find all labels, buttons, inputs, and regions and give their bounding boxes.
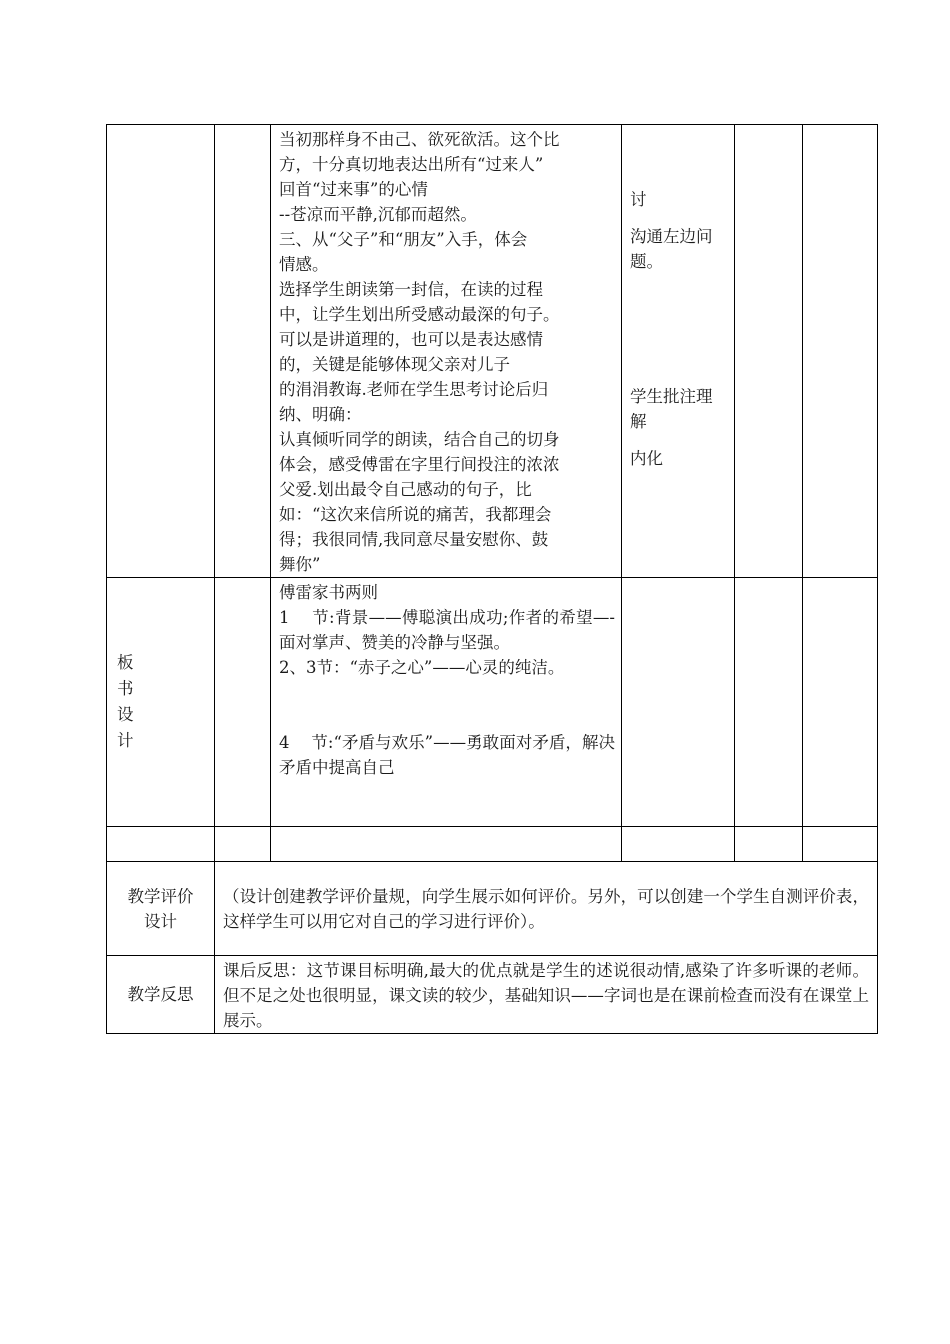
process-line: 父爱.划出最令自己感动的句子，比 [279,480,532,499]
empty-cell [622,578,735,827]
process-line: 三、从“父子”和“朋友”入手，体会 [279,230,528,249]
process-line: 的，关键是能够体现父亲对儿子 [279,355,510,374]
board-design-row [107,578,878,827]
empty-cell [735,125,803,578]
student-activity-cell [622,125,735,578]
board-item: 4 节:“矛盾与欢乐”——勇敢面对矛盾，解决矛盾中提高自己 [279,733,615,777]
teaching-process-cell [271,125,622,578]
process-line: 纳、明确： [279,405,362,424]
activity-text: 内化 [630,449,663,468]
process-line: 回首“过来事”的心情 [279,180,428,199]
process-line: 舞你” [279,555,321,574]
process-line: 选择学生朗读第一封信，在读的过程 [279,280,543,299]
evaluation-row [107,862,878,956]
process-line: 当初那样身不由己、欲死欲活。这个比 [279,130,560,149]
empty-cell [735,827,803,862]
empty-cell [803,827,878,862]
empty-row [107,827,878,862]
empty-cell [622,827,735,862]
empty-step-cell [215,125,271,578]
board-title: 傅雷家书两则 [279,583,378,602]
process-line: 可以是讲道理的，也可以是表达感情 [279,330,543,349]
board-design-content [271,578,622,827]
activity-text: 学生批注理解 [630,387,713,431]
board-item: 2、3节：“赤子之心”——心灵的纯洁。 [279,658,565,677]
empty-cell [803,125,878,578]
process-line: 中，让学生划出所受感动最深的句子。 [279,305,560,324]
empty-cell [271,827,622,862]
process-line: 体会，感受傅雷在字里行间投注的浓浓 [279,455,560,474]
empty-cell [803,578,878,827]
process-line: 认真倾听同学的朗读，结合自己的切身 [279,430,560,449]
process-line: 如：“这次来信所说的痛苦，我都理会 [279,505,552,524]
board-item: 1 节:背景——傅聪演出成功;作者的希望—-面对掌声、赞美的冷静与坚强。 [279,608,615,652]
board-design-label: 板 书 设 计 [107,578,215,827]
reflection-label: 教学反思 [107,956,215,1034]
process-line: 情感。 [279,255,329,274]
process-row [107,125,878,578]
reflection-content: 课后反思：这节课目标明确,最大的优点就是学生的述说很动情,感染了许多听课的老师。但不足之处也很明显，课文读的较少，基础知识——字词也是在课前检查而没有在课堂上展示。 [215,956,878,1034]
activity-text: 讨 [630,190,647,209]
empty-cell [107,827,215,862]
empty-cell [215,827,271,862]
reflection-row [107,956,878,1034]
activity-text: 沟通左边问题。 [630,227,713,271]
process-line: 的涓涓教诲.老师在学生思考讨论后归 [279,380,549,399]
lesson-plan-table [106,124,878,1034]
process-line: --苍凉而平静,沉郁而超然。 [279,205,477,224]
process-line: 得；我很同情,我同意尽量安慰你、鼓 [279,530,549,549]
empty-cell [735,578,803,827]
empty-step-cell [215,578,271,827]
process-line: 方，十分真切地表达出所有“过来人” [279,155,544,174]
evaluation-content: （设计创建教学评价量规，向学生展示如何评价。另外，可以创建一个学生自测评价表，这样学生可以用它对自己的学习进行评价）。 [215,862,878,956]
evaluation-label: 教学评价 设计 [107,862,215,956]
empty-label-cell [107,125,215,578]
